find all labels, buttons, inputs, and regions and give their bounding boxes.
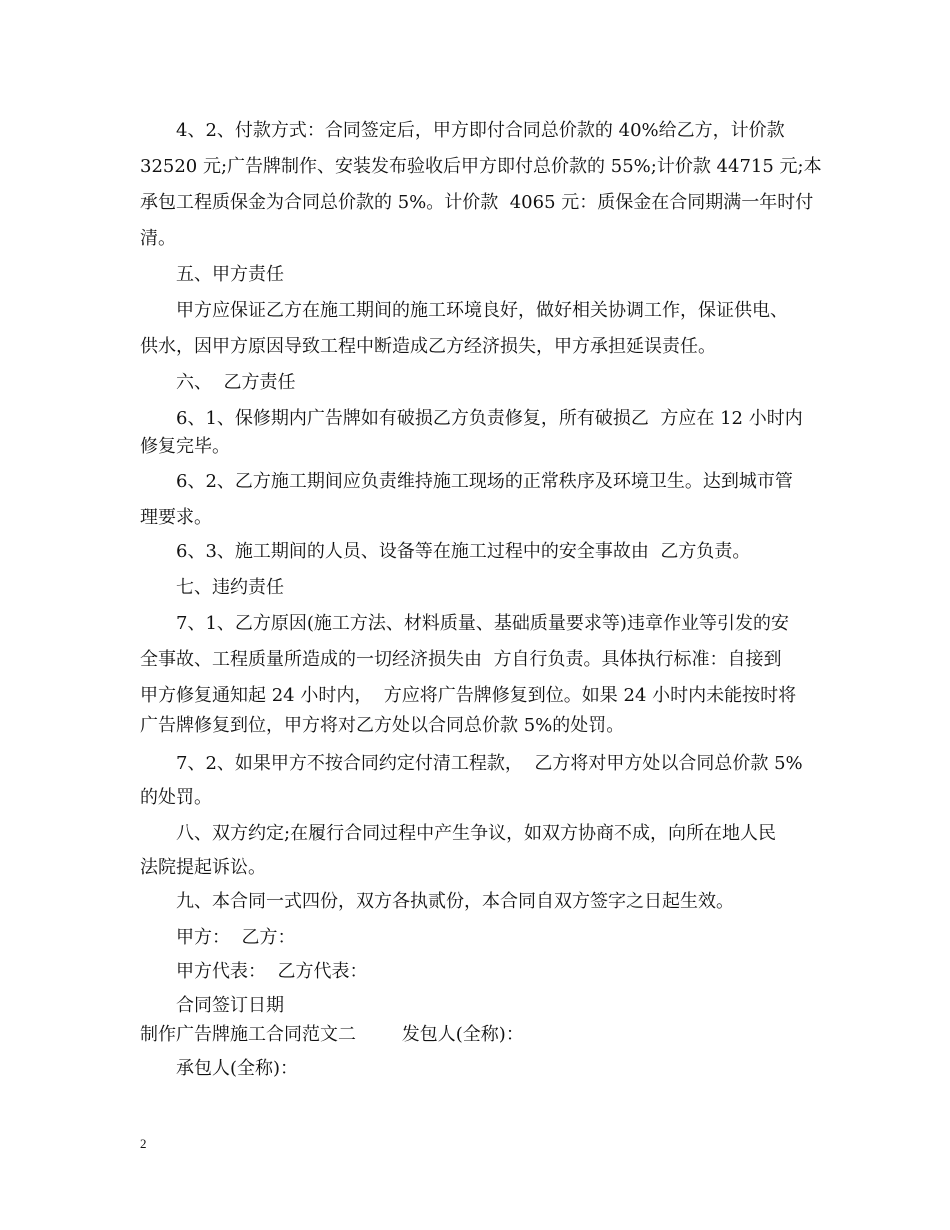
text-line: 全事故、工程质量所造成的一切经济损失由 方自行负责。具体执行标准：自接到 — [140, 649, 782, 670]
page-number: 2 — [140, 1136, 147, 1151]
text-line: 6、1、保修期内广告牌如有破损乙方负责修复，所有破损乙 方应在 12 小时内 — [176, 408, 803, 429]
contractor-line: 承包人(全称)： — [176, 1058, 299, 1079]
text-line: 的处罚。 — [140, 787, 212, 808]
text-line: 6、2、乙方施工期间应负责维持施工现场的正常秩序及环境卫生。达到城市管 — [176, 471, 793, 492]
text-line: 理要求。 — [140, 507, 212, 528]
text-line: 6、3、施工期间的人员、设备等在施工过程中的安全事故由 乙方负责。 — [176, 541, 751, 562]
text-line: 修复完毕。 — [140, 436, 230, 457]
signature-representative-line: 甲方代表： 乙方代表： — [176, 961, 368, 982]
section-heading: 五、甲方责任 — [176, 264, 284, 285]
text-line: 承包工程质保金为合同总价款的 5%。计价款 4065 元：质保金在合同期满一年时付 — [140, 192, 814, 213]
section-heading: 九、本合同一式四份，双方各执贰份，本合同自双方签字之日起生效。 — [176, 891, 734, 912]
section-heading: 六、 乙方责任 — [176, 372, 296, 393]
signing-date-line: 合同签订日期 — [176, 995, 284, 1016]
text-line: 4、2、付款方式：合同签定后，甲方即付合同总价款的 40%给乙方，计价款 — [176, 120, 785, 141]
text-line: 法院提起诉讼。 — [140, 857, 266, 878]
text-line: 7、1、乙方原因(施工方法、材料质量、基础质量要求等)违章作业等引发的安 — [176, 613, 789, 634]
text-line: 7、2、如果甲方不按合同约定付清工程款， 乙方将对甲方处以合同总价款 5% — [176, 753, 803, 774]
text-line: 供水，因甲方原因导致工程中断造成乙方经济损失，甲方承担延误责任。 — [140, 336, 716, 357]
text-line: 甲方应保证乙方在施工期间的施工环境良好，做好相关协调工作，保证供电、 — [176, 300, 788, 321]
text-line: 32520 元;广告牌制作、安装发布验收后甲方即付总价款的 55%;计价款 44715 元;本 — [140, 156, 822, 177]
section-heading: 八、双方约定;在履行合同过程中产生争议，如双方协商不成，向所在地人民 — [176, 823, 777, 844]
text-line: 甲方修复通知起 24 小时内， 方应将广告牌修复到位。如果 24 小时内未能按时将 — [140, 685, 797, 706]
text-line: 广告牌修复到位，甲方将对乙方处以合同总价款 5%的处罚。 — [140, 715, 625, 736]
text-line: 清。 — [140, 228, 176, 249]
section-heading: 七、违约责任 — [176, 577, 284, 598]
signature-party-line: 甲方： 乙方： — [176, 927, 296, 948]
second-contract-title-line: 制作广告牌施工合同范文二 发包人(全称)： — [140, 1024, 524, 1045]
